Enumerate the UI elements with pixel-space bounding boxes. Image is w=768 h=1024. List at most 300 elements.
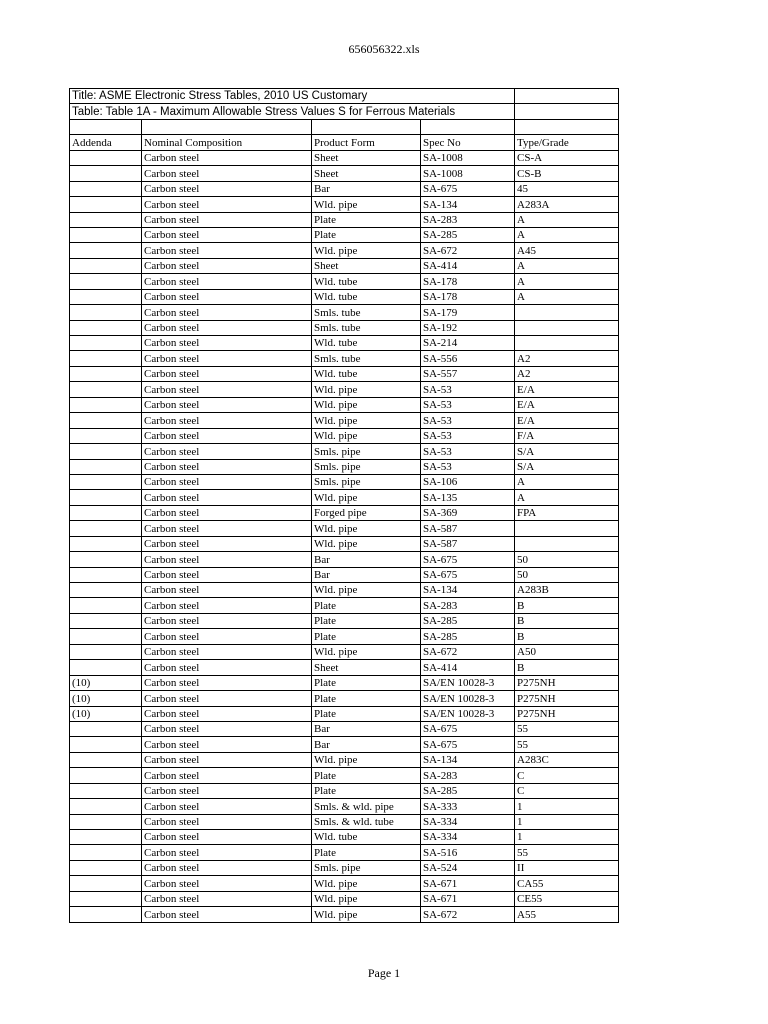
cell-product-form: Wld. pipe bbox=[312, 907, 421, 922]
table-row bbox=[70, 428, 619, 443]
title-cell: Title: ASME Electronic Stress Tables, 2010 US Customary bbox=[70, 89, 515, 104]
table-row bbox=[70, 258, 619, 273]
cell-nominal-composition: Carbon steel bbox=[142, 706, 312, 721]
cell-nominal-composition: Carbon steel bbox=[142, 552, 312, 567]
cell-addenda bbox=[70, 783, 142, 798]
cell-product-form: Wld. tube bbox=[312, 274, 421, 289]
empty-cell bbox=[515, 119, 619, 134]
cell-type-grade: P275NH bbox=[515, 691, 619, 706]
cell-type-grade: A bbox=[515, 490, 619, 505]
cell-addenda bbox=[70, 552, 142, 567]
cell-product-form: Wld. pipe bbox=[312, 521, 421, 536]
cell-product-form: Smls. & wld. pipe bbox=[312, 799, 421, 814]
cell-nominal-composition: Carbon steel bbox=[142, 382, 312, 397]
cell-addenda bbox=[70, 613, 142, 628]
cell-product-form: Wld. pipe bbox=[312, 397, 421, 412]
cell-type-grade: P275NH bbox=[515, 706, 619, 721]
cell-spec-no: SA/EN 10028-3 bbox=[421, 706, 515, 721]
cell-spec-no: SA-285 bbox=[421, 227, 515, 242]
cell-nominal-composition: Carbon steel bbox=[142, 490, 312, 505]
cell-spec-no: SA-675 bbox=[421, 552, 515, 567]
cell-product-form: Smls. pipe bbox=[312, 444, 421, 459]
cell-product-form: Wld. pipe bbox=[312, 752, 421, 767]
table-row bbox=[70, 660, 619, 675]
cell-nominal-composition: Carbon steel bbox=[142, 428, 312, 443]
cell-nominal-composition: Carbon steel bbox=[142, 613, 312, 628]
cell-spec-no: SA-178 bbox=[421, 289, 515, 304]
cell-addenda bbox=[70, 444, 142, 459]
cell-product-form: Plate bbox=[312, 613, 421, 628]
cell-product-form: Sheet bbox=[312, 258, 421, 273]
empty-cell bbox=[515, 104, 619, 119]
table-row bbox=[70, 212, 619, 227]
cell-spec-no: SA-53 bbox=[421, 397, 515, 412]
cell-nominal-composition: Carbon steel bbox=[142, 891, 312, 906]
cell-spec-no: SA-672 bbox=[421, 644, 515, 659]
table-row bbox=[70, 444, 619, 459]
table-row bbox=[70, 320, 619, 335]
cell-type-grade: A bbox=[515, 274, 619, 289]
cell-type-grade: B bbox=[515, 598, 619, 613]
cell-nominal-composition: Carbon steel bbox=[142, 752, 312, 767]
cell-nominal-composition: Carbon steel bbox=[142, 181, 312, 196]
cell-nominal-composition: Carbon steel bbox=[142, 799, 312, 814]
header-type-grade: Type/Grade bbox=[515, 135, 619, 150]
cell-spec-no: SA-671 bbox=[421, 876, 515, 891]
cell-product-form: Plate bbox=[312, 227, 421, 242]
cell-product-form: Smls. tube bbox=[312, 305, 421, 320]
cell-nominal-composition: Carbon steel bbox=[142, 660, 312, 675]
cell-addenda bbox=[70, 351, 142, 366]
cell-addenda bbox=[70, 752, 142, 767]
cell-spec-no: SA-53 bbox=[421, 428, 515, 443]
cell-product-form: Plate bbox=[312, 691, 421, 706]
cell-spec-no: SA-179 bbox=[421, 305, 515, 320]
table-row bbox=[70, 644, 619, 659]
cell-addenda bbox=[70, 814, 142, 829]
cell-addenda bbox=[70, 366, 142, 381]
table-row bbox=[70, 598, 619, 613]
cell-product-form: Smls. pipe bbox=[312, 860, 421, 875]
cell-type-grade: 45 bbox=[515, 181, 619, 196]
table-row bbox=[70, 752, 619, 767]
cell-spec-no: SA-283 bbox=[421, 598, 515, 613]
cell-product-form: Wld. pipe bbox=[312, 428, 421, 443]
cell-nominal-composition: Carbon steel bbox=[142, 691, 312, 706]
cell-type-grade: 55 bbox=[515, 845, 619, 860]
cell-nominal-composition: Carbon steel bbox=[142, 336, 312, 351]
cell-type-grade: E/A bbox=[515, 397, 619, 412]
empty-cell bbox=[70, 119, 142, 134]
cell-type-grade: CE55 bbox=[515, 891, 619, 906]
cell-spec-no: SA-134 bbox=[421, 197, 515, 212]
cell-type-grade bbox=[515, 320, 619, 335]
cell-spec-no: SA-516 bbox=[421, 845, 515, 860]
cell-nominal-composition: Carbon steel bbox=[142, 351, 312, 366]
cell-addenda bbox=[70, 243, 142, 258]
cell-nominal-composition: Carbon steel bbox=[142, 814, 312, 829]
cell-type-grade: FPA bbox=[515, 505, 619, 520]
cell-type-grade: 55 bbox=[515, 737, 619, 752]
cell-type-grade: CS-B bbox=[515, 166, 619, 181]
cell-nominal-composition: Carbon steel bbox=[142, 505, 312, 520]
cell-addenda bbox=[70, 583, 142, 598]
cell-type-grade bbox=[515, 536, 619, 551]
cell-type-grade: S/A bbox=[515, 444, 619, 459]
cell-addenda bbox=[70, 876, 142, 891]
cell-nominal-composition: Carbon steel bbox=[142, 274, 312, 289]
cell-spec-no: SA-675 bbox=[421, 567, 515, 582]
cell-type-grade: II bbox=[515, 860, 619, 875]
cell-addenda bbox=[70, 397, 142, 412]
table-row bbox=[70, 613, 619, 628]
cell-nominal-composition: Carbon steel bbox=[142, 289, 312, 304]
cell-spec-no: SA-285 bbox=[421, 613, 515, 628]
cell-product-form: Bar bbox=[312, 721, 421, 736]
page-footer: Page 1 bbox=[367, 966, 401, 980]
cell-type-grade: 1 bbox=[515, 830, 619, 845]
table-caption-cell: Table: Table 1A - Maximum Allowable Stress Values S for Ferrous Materials bbox=[70, 104, 515, 119]
cell-spec-no: SA-192 bbox=[421, 320, 515, 335]
table-row bbox=[70, 150, 619, 165]
cell-product-form: Bar bbox=[312, 552, 421, 567]
cell-product-form: Wld. pipe bbox=[312, 490, 421, 505]
cell-type-grade: 50 bbox=[515, 567, 619, 582]
table-row bbox=[70, 629, 619, 644]
table-row bbox=[70, 274, 619, 289]
cell-type-grade: CS-A bbox=[515, 150, 619, 165]
cell-spec-no: SA-1008 bbox=[421, 166, 515, 181]
table-row bbox=[70, 197, 619, 212]
cell-type-grade: A bbox=[515, 474, 619, 489]
table-row bbox=[70, 305, 619, 320]
cell-spec-no: SA-285 bbox=[421, 629, 515, 644]
cell-addenda bbox=[70, 830, 142, 845]
cell-type-grade: A bbox=[515, 258, 619, 273]
cell-spec-no: SA-134 bbox=[421, 583, 515, 598]
cell-nominal-composition: Carbon steel bbox=[142, 397, 312, 412]
cell-product-form: Plate bbox=[312, 629, 421, 644]
cell-nominal-composition: Carbon steel bbox=[142, 845, 312, 860]
cell-nominal-composition: Carbon steel bbox=[142, 320, 312, 335]
cell-addenda bbox=[70, 907, 142, 922]
cell-addenda bbox=[70, 891, 142, 906]
cell-product-form: Wld. pipe bbox=[312, 382, 421, 397]
cell-addenda bbox=[70, 768, 142, 783]
cell-nominal-composition: Carbon steel bbox=[142, 258, 312, 273]
cell-type-grade: E/A bbox=[515, 413, 619, 428]
cell-product-form: Plate bbox=[312, 598, 421, 613]
cell-product-form: Plate bbox=[312, 845, 421, 860]
stress-table bbox=[69, 88, 619, 923]
cell-type-grade bbox=[515, 336, 619, 351]
cell-product-form: Smls. pipe bbox=[312, 459, 421, 474]
cell-addenda bbox=[70, 660, 142, 675]
cell-nominal-composition: Carbon steel bbox=[142, 583, 312, 598]
cell-addenda bbox=[70, 181, 142, 196]
cell-spec-no: SA-106 bbox=[421, 474, 515, 489]
cell-nominal-composition: Carbon steel bbox=[142, 474, 312, 489]
cell-spec-no: SA/EN 10028-3 bbox=[421, 675, 515, 690]
cell-product-form: Wld. pipe bbox=[312, 536, 421, 551]
cell-nominal-composition: Carbon steel bbox=[142, 243, 312, 258]
cell-product-form: Sheet bbox=[312, 166, 421, 181]
cell-type-grade: 55 bbox=[515, 721, 619, 736]
cell-addenda bbox=[70, 274, 142, 289]
empty-cell bbox=[515, 89, 619, 104]
cell-product-form: Bar bbox=[312, 737, 421, 752]
cell-addenda bbox=[70, 428, 142, 443]
cell-type-grade: F/A bbox=[515, 428, 619, 443]
table-row bbox=[70, 860, 619, 875]
table-row bbox=[70, 691, 619, 706]
cell-addenda: (10) bbox=[70, 675, 142, 690]
header-addenda: Addenda bbox=[70, 135, 142, 150]
cell-addenda bbox=[70, 860, 142, 875]
blank-row bbox=[70, 119, 619, 134]
cell-spec-no: SA-557 bbox=[421, 366, 515, 381]
cell-product-form: Wld. tube bbox=[312, 336, 421, 351]
cell-addenda bbox=[70, 150, 142, 165]
cell-nominal-composition: Carbon steel bbox=[142, 876, 312, 891]
cell-addenda bbox=[70, 212, 142, 227]
cell-spec-no: SA-285 bbox=[421, 783, 515, 798]
table-row bbox=[70, 876, 619, 891]
cell-nominal-composition: Carbon steel bbox=[142, 536, 312, 551]
cell-addenda: (10) bbox=[70, 706, 142, 721]
cell-addenda bbox=[70, 258, 142, 273]
cell-product-form: Smls. tube bbox=[312, 351, 421, 366]
cell-type-grade: C bbox=[515, 768, 619, 783]
cell-addenda bbox=[70, 382, 142, 397]
cell-type-grade bbox=[515, 305, 619, 320]
cell-nominal-composition: Carbon steel bbox=[142, 783, 312, 798]
cell-product-form: Wld. pipe bbox=[312, 891, 421, 906]
header-nominal-composition: Nominal Composition bbox=[142, 135, 312, 150]
cell-spec-no: SA-178 bbox=[421, 274, 515, 289]
cell-spec-no: SA-414 bbox=[421, 660, 515, 675]
cell-product-form: Sheet bbox=[312, 660, 421, 675]
header-product-form: Product Form bbox=[312, 135, 421, 150]
cell-addenda bbox=[70, 521, 142, 536]
cell-nominal-composition: Carbon steel bbox=[142, 860, 312, 875]
table-row bbox=[70, 490, 619, 505]
table-row bbox=[70, 675, 619, 690]
cell-nominal-composition: Carbon steel bbox=[142, 459, 312, 474]
cell-product-form: Plate bbox=[312, 675, 421, 690]
cell-spec-no: SA-334 bbox=[421, 830, 515, 845]
cell-spec-no: SA-1008 bbox=[421, 150, 515, 165]
cell-spec-no: SA-671 bbox=[421, 891, 515, 906]
cell-type-grade: 50 bbox=[515, 552, 619, 567]
cell-nominal-composition: Carbon steel bbox=[142, 212, 312, 227]
cell-type-grade: A bbox=[515, 289, 619, 304]
cell-addenda bbox=[70, 197, 142, 212]
table-row bbox=[70, 243, 619, 258]
cell-addenda bbox=[70, 474, 142, 489]
cell-product-form: Plate bbox=[312, 768, 421, 783]
cell-type-grade bbox=[515, 521, 619, 536]
cell-type-grade: E/A bbox=[515, 382, 619, 397]
cell-product-form: Plate bbox=[312, 783, 421, 798]
cell-nominal-composition: Carbon steel bbox=[142, 227, 312, 242]
cell-addenda: (10) bbox=[70, 691, 142, 706]
header-row bbox=[70, 135, 619, 150]
file-name: 656056322.xls bbox=[348, 42, 420, 56]
cell-spec-no: SA-334 bbox=[421, 814, 515, 829]
table-row bbox=[70, 336, 619, 351]
cell-nominal-composition: Carbon steel bbox=[142, 567, 312, 582]
cell-product-form: Bar bbox=[312, 567, 421, 582]
table-row bbox=[70, 227, 619, 242]
cell-type-grade: A55 bbox=[515, 907, 619, 922]
cell-spec-no: SA-556 bbox=[421, 351, 515, 366]
cell-type-grade: 1 bbox=[515, 799, 619, 814]
cell-addenda bbox=[70, 459, 142, 474]
table-row bbox=[70, 814, 619, 829]
cell-product-form: Wld. tube bbox=[312, 366, 421, 381]
cell-spec-no: SA-333 bbox=[421, 799, 515, 814]
table-row bbox=[70, 768, 619, 783]
cell-nominal-composition: Carbon steel bbox=[142, 644, 312, 659]
cell-product-form: Wld. tube bbox=[312, 289, 421, 304]
cell-nominal-composition: Carbon steel bbox=[142, 197, 312, 212]
cell-type-grade: A283B bbox=[515, 583, 619, 598]
cell-spec-no: SA-53 bbox=[421, 444, 515, 459]
cell-nominal-composition: Carbon steel bbox=[142, 830, 312, 845]
cell-spec-no: SA-283 bbox=[421, 768, 515, 783]
cell-nominal-composition: Carbon steel bbox=[142, 166, 312, 181]
cell-spec-no: SA-675 bbox=[421, 737, 515, 752]
cell-product-form: Wld. pipe bbox=[312, 197, 421, 212]
table-row bbox=[70, 799, 619, 814]
table-row bbox=[70, 505, 619, 520]
cell-product-form: Wld. pipe bbox=[312, 583, 421, 598]
empty-cell bbox=[421, 119, 515, 134]
cell-addenda bbox=[70, 166, 142, 181]
table-row bbox=[70, 181, 619, 196]
table-row bbox=[70, 567, 619, 582]
cell-addenda bbox=[70, 629, 142, 644]
cell-spec-no: SA-524 bbox=[421, 860, 515, 875]
cell-spec-no: SA-414 bbox=[421, 258, 515, 273]
cell-nominal-composition: Carbon steel bbox=[142, 598, 312, 613]
cell-type-grade: A283C bbox=[515, 752, 619, 767]
cell-type-grade: A45 bbox=[515, 243, 619, 258]
table-row bbox=[70, 382, 619, 397]
table-row bbox=[70, 907, 619, 922]
cell-spec-no: SA/EN 10028-3 bbox=[421, 691, 515, 706]
table-row bbox=[70, 413, 619, 428]
cell-spec-no: SA-53 bbox=[421, 413, 515, 428]
table-row bbox=[70, 166, 619, 181]
table-caption-row bbox=[70, 104, 619, 119]
cell-type-grade: C bbox=[515, 783, 619, 798]
cell-addenda bbox=[70, 305, 142, 320]
cell-type-grade: B bbox=[515, 660, 619, 675]
cell-product-form: Forged pipe bbox=[312, 505, 421, 520]
cell-type-grade: B bbox=[515, 629, 619, 644]
cell-addenda bbox=[70, 336, 142, 351]
cell-type-grade: 1 bbox=[515, 814, 619, 829]
table-row bbox=[70, 289, 619, 304]
cell-nominal-composition: Carbon steel bbox=[142, 444, 312, 459]
cell-addenda bbox=[70, 320, 142, 335]
cell-type-grade: A2 bbox=[515, 366, 619, 381]
title-row bbox=[70, 89, 619, 104]
cell-spec-no: SA-53 bbox=[421, 382, 515, 397]
cell-addenda bbox=[70, 567, 142, 582]
cell-type-grade: A2 bbox=[515, 351, 619, 366]
cell-product-form: Smls. pipe bbox=[312, 474, 421, 489]
cell-type-grade: A bbox=[515, 227, 619, 242]
table-row bbox=[70, 521, 619, 536]
cell-addenda bbox=[70, 721, 142, 736]
cell-spec-no: SA-134 bbox=[421, 752, 515, 767]
cell-product-form: Wld. tube bbox=[312, 830, 421, 845]
cell-product-form: Wld. pipe bbox=[312, 413, 421, 428]
cell-addenda bbox=[70, 536, 142, 551]
cell-addenda bbox=[70, 644, 142, 659]
cell-spec-no: SA-53 bbox=[421, 459, 515, 474]
cell-nominal-composition: Carbon steel bbox=[142, 150, 312, 165]
cell-nominal-composition: Carbon steel bbox=[142, 907, 312, 922]
table-row bbox=[70, 845, 619, 860]
cell-addenda bbox=[70, 289, 142, 304]
empty-cell bbox=[312, 119, 421, 134]
cell-addenda bbox=[70, 845, 142, 860]
table-row bbox=[70, 783, 619, 798]
cell-spec-no: SA-369 bbox=[421, 505, 515, 520]
table-row bbox=[70, 583, 619, 598]
cell-spec-no: SA-672 bbox=[421, 243, 515, 258]
cell-nominal-composition: Carbon steel bbox=[142, 366, 312, 381]
cell-nominal-composition: Carbon steel bbox=[142, 721, 312, 736]
cell-product-form: Wld. pipe bbox=[312, 243, 421, 258]
cell-type-grade: CA55 bbox=[515, 876, 619, 891]
cell-nominal-composition: Carbon steel bbox=[142, 305, 312, 320]
table-row bbox=[70, 536, 619, 551]
table-row bbox=[70, 737, 619, 752]
cell-type-grade: B bbox=[515, 613, 619, 628]
cell-product-form: Sheet bbox=[312, 150, 421, 165]
cell-product-form: Wld. pipe bbox=[312, 876, 421, 891]
cell-addenda bbox=[70, 799, 142, 814]
cell-spec-no: SA-135 bbox=[421, 490, 515, 505]
cell-spec-no: SA-587 bbox=[421, 536, 515, 551]
cell-nominal-composition: Carbon steel bbox=[142, 737, 312, 752]
cell-addenda bbox=[70, 490, 142, 505]
cell-spec-no: SA-283 bbox=[421, 212, 515, 227]
cell-nominal-composition: Carbon steel bbox=[142, 629, 312, 644]
table-row bbox=[70, 366, 619, 381]
cell-addenda bbox=[70, 737, 142, 752]
cell-product-form: Bar bbox=[312, 181, 421, 196]
cell-spec-no: SA-675 bbox=[421, 181, 515, 196]
table-row bbox=[70, 830, 619, 845]
cell-product-form: Wld. pipe bbox=[312, 644, 421, 659]
header-spec-no: Spec No bbox=[421, 135, 515, 150]
cell-spec-no: SA-214 bbox=[421, 336, 515, 351]
table-row bbox=[70, 891, 619, 906]
cell-addenda bbox=[70, 227, 142, 242]
cell-nominal-composition: Carbon steel bbox=[142, 768, 312, 783]
cell-type-grade: A283A bbox=[515, 197, 619, 212]
cell-product-form: Smls. tube bbox=[312, 320, 421, 335]
cell-type-grade: A bbox=[515, 212, 619, 227]
cell-addenda bbox=[70, 413, 142, 428]
table-row bbox=[70, 474, 619, 489]
